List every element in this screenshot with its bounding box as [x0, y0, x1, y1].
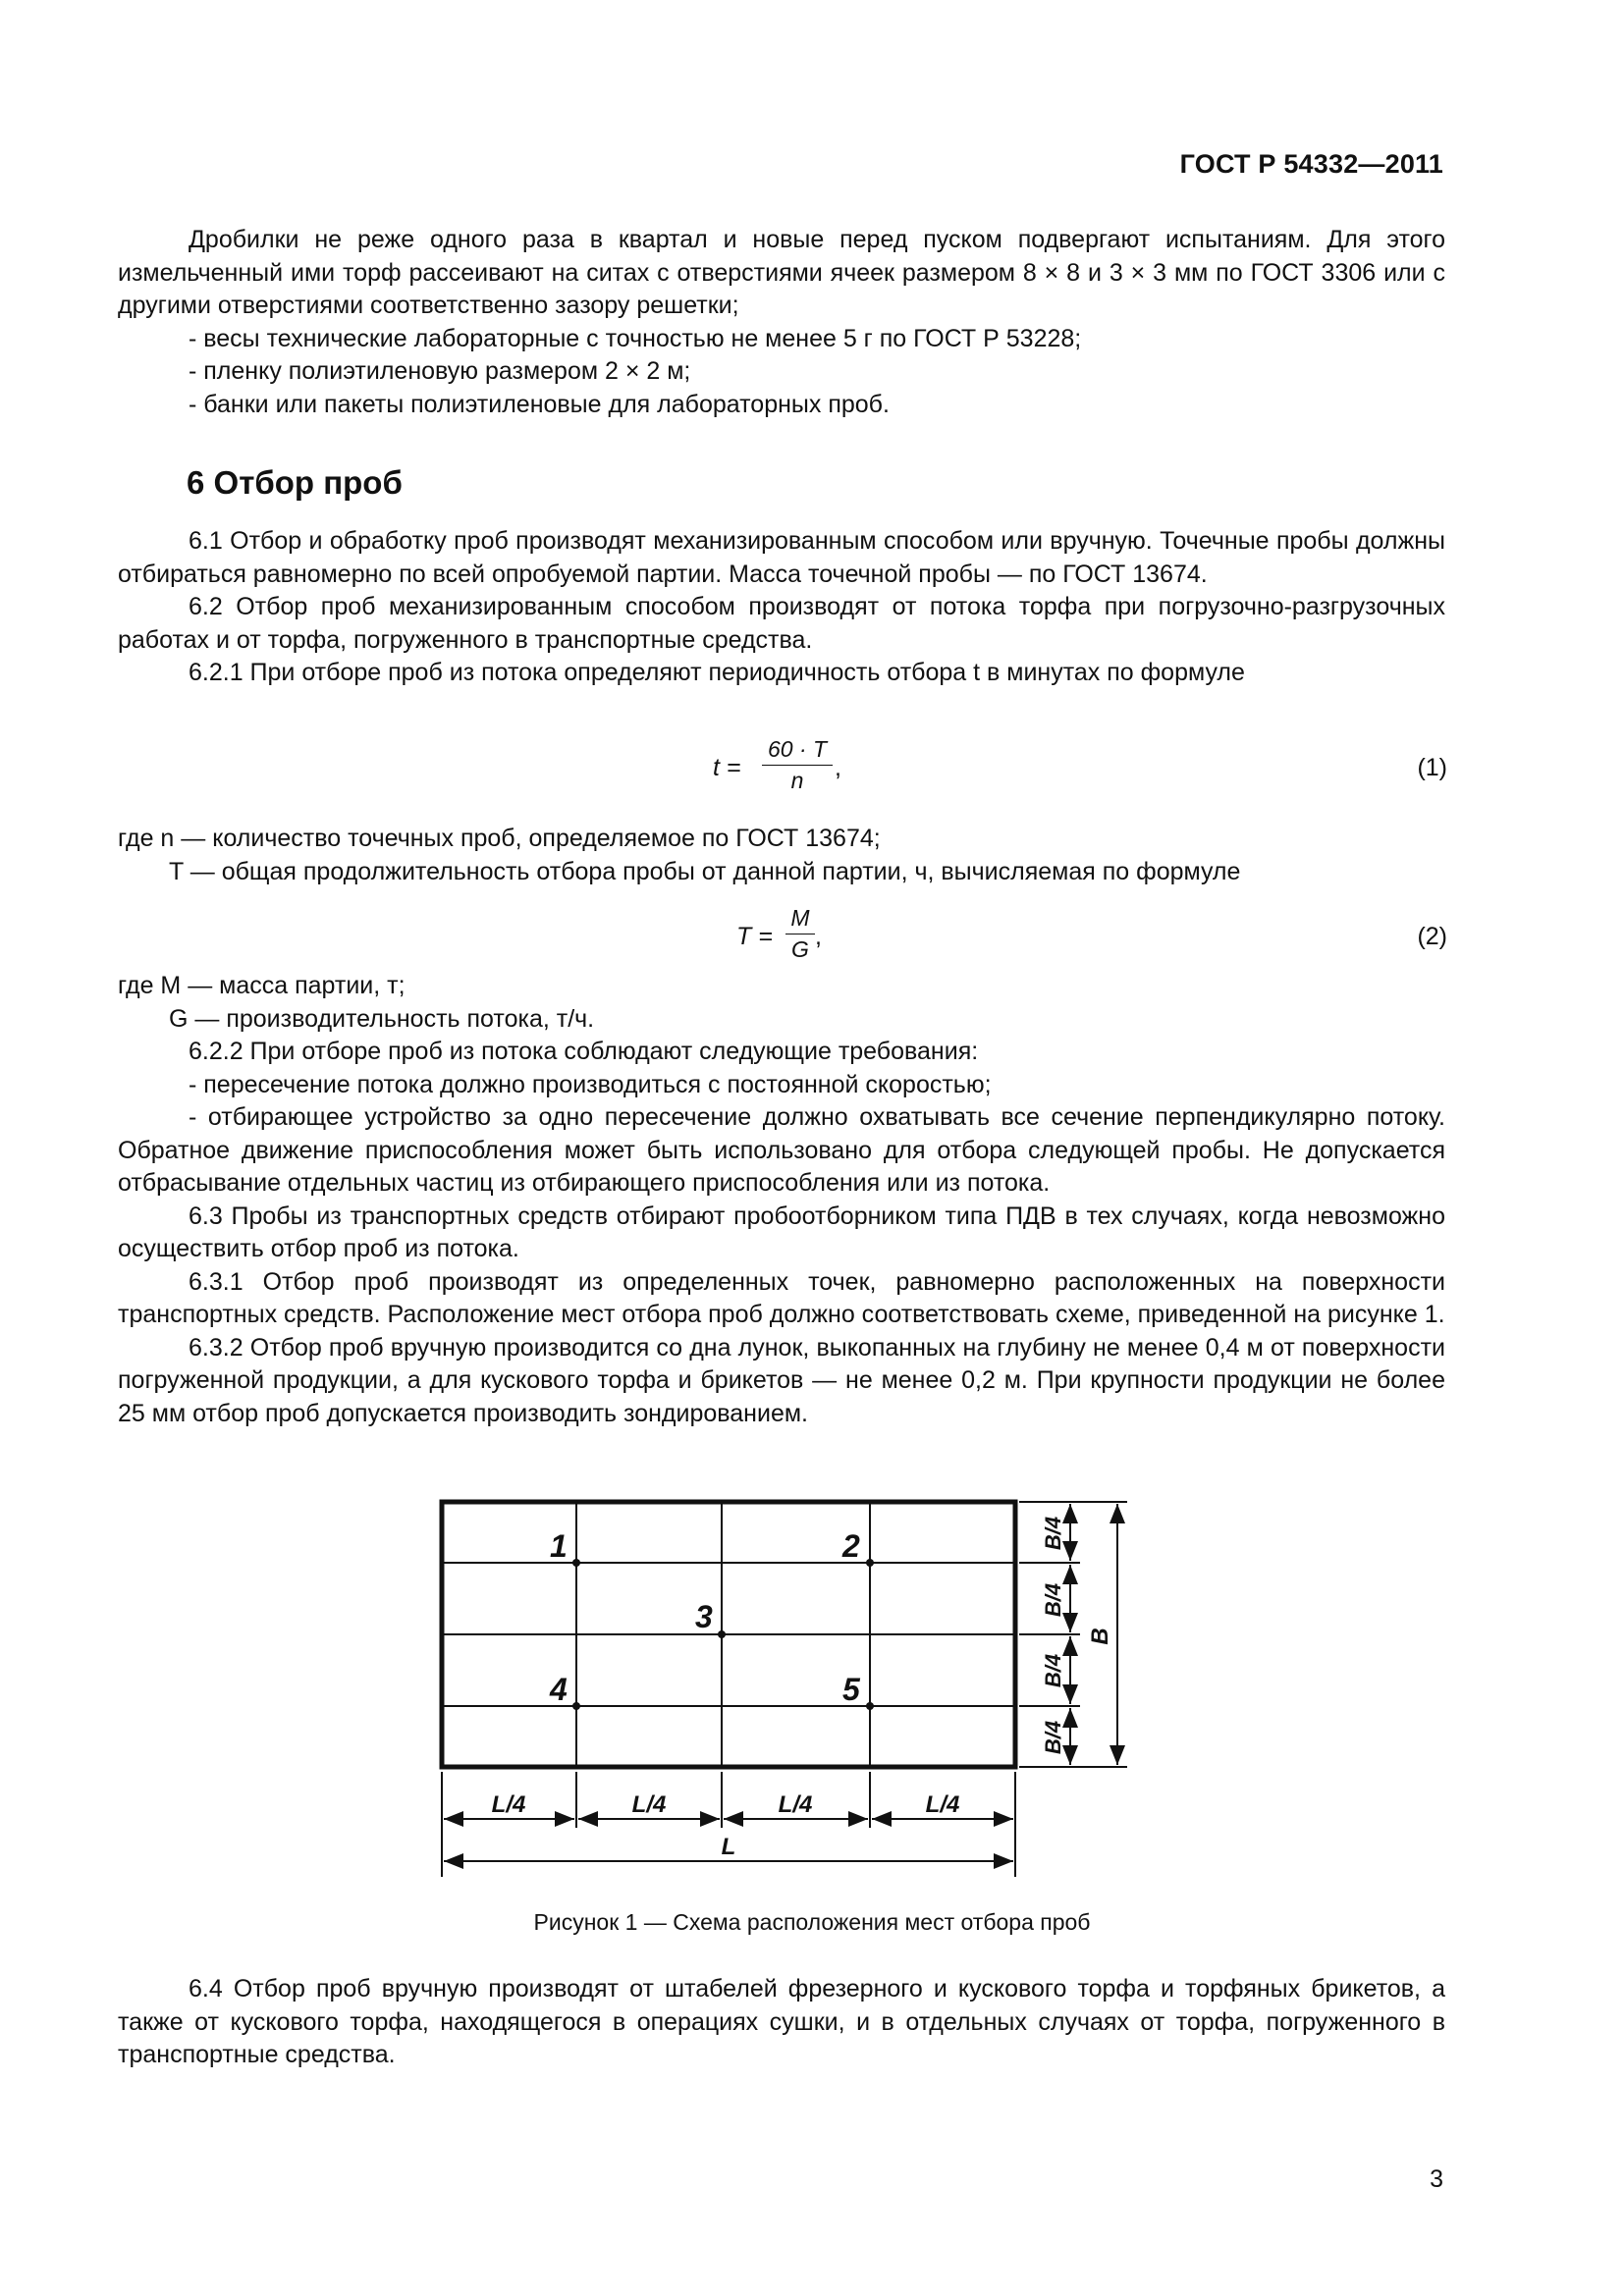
intro-paragraph: Дробилки не реже одного раза в квартал и новые перед пуском подвергают испытаниям. Для этого измельченный ими торф рассеивают на ситах с отверстиями ячеек размером 8 × 8 и 3 × 3 мм по ГОСТ 3306 или с другими отверстиями соответственно зазору решетки;	[118, 226, 1445, 319]
point-label-2: 2	[842, 1528, 860, 1564]
paragraph-6-3-1: 6.3.1 Отбор проб производят из определенных точек, равномерно расположенных на поверхности транспортных средств. Расположение мест отбора проб должно соответствовать схеме, приведенной на рисунке 1.	[118, 1267, 1445, 1328]
height-segment-label: B/4	[1041, 1516, 1065, 1551]
where-T-line: T — общая продолжительность отбора пробы от данной партии, ч, вычисляемая по формуле	[169, 857, 1241, 885]
height-total-label: B	[1087, 1628, 1113, 1645]
list-item: - банки или пакеты полиэтиленовые для лабораторных проб.	[189, 390, 890, 418]
width-segment-label: L/4	[491, 1791, 526, 1818]
point-label-4: 4	[550, 1672, 568, 1707]
height-segment-label: B/4	[1041, 1720, 1065, 1755]
closing-block	[118, 1973, 1445, 2072]
requirement-item: - пересечение потока должно производиться с постоянной скоростью;	[189, 1070, 992, 1098]
width-dimensions	[442, 1772, 1015, 1877]
formula-2-lhs: T =	[736, 923, 773, 950]
page-number: 3	[1430, 2165, 1443, 2193]
formula-1-tail: ,	[835, 754, 841, 781]
paragraph-6-4: 6.4 Отбор проб вручную производят от штабелей фрезерного и кускового торфа и торфяных брикетов, а также от кускового торфа, находящегося в операциях сушки, и в отдельных случаях от торфа, погруженного в транспортные средства.	[118, 1975, 1445, 2068]
width-segment-label: L/4	[631, 1791, 667, 1818]
paragraph-6-3: 6.3 Пробы из транспортных средств отбирают пробоотборником типа ПДВ в тех случаях, когда невозможно осуществить отбор проб из потока.	[118, 1201, 1445, 1262]
formula-1-denominator: n	[790, 768, 804, 793]
where-M-line: где M — масса партии, т;	[118, 972, 406, 999]
formula-1-lhs: t =	[713, 754, 741, 781]
paragraph-6-2-2: 6.2.2 При отборе проб из потока соблюдают следующие требования:	[189, 1038, 979, 1065]
height-segment-label: B/4	[1041, 1653, 1065, 1688]
paragraph-6-1: 6.1 Отбор и обработку проб производят механизированным способом или вручную. Точечные пробы должны отбираться равномерно по всей опробуемой партии. Масса точечной пробы — по ГОСТ 13674.	[118, 527, 1445, 588]
list-item: - весы технические лабораторные с точностью не менее 5 г по ГОСТ Р 53228;	[189, 324, 1082, 352]
document-code: ГОСТ Р 54332—2011	[1179, 149, 1443, 179]
point-label-5: 5	[842, 1672, 860, 1707]
grid-lines	[442, 1502, 1015, 1767]
paragraph-6-2: 6.2 Отбор проб механизированным способом производят от потока торфа при погрузочно-разгрузочных работах и от торфа, погруженного в транспортные средства.	[118, 593, 1445, 654]
figure-caption: Рисунок 1 — Схема расположения мест отбора проб	[533, 1909, 1091, 1935]
formula-2-number: (2)	[1417, 923, 1447, 950]
formula-2-numerator: M	[790, 905, 810, 931]
width-segment-label: L/4	[925, 1791, 960, 1818]
width-total-label: L	[721, 1834, 736, 1860]
width-segment-label: L/4	[778, 1791, 813, 1818]
formula-2-tail: ,	[815, 923, 822, 950]
point-label-1: 1	[550, 1528, 568, 1564]
paragraph-6-2-1: 6.2.1 При отборе проб из потока определяют периодичность отбора t в минутах по формуле	[189, 659, 1245, 686]
requirement-item: - отбирающее устройство за одно пересечение должно охватывать все сечение перпендикулярно потоку. Обратное движение приспособления может быть использовано для отбора следующей пробы. Не допускается отбрасывание отдельных частиц из отбирающего приспособления или из потока.	[118, 1103, 1445, 1197]
list-item: - пленку полиэтиленовую размером 2 × 2 м;	[189, 357, 691, 385]
formula-1-numerator: 60 · T	[767, 736, 828, 762]
where-n-line: где n — количество точечных проб, определяемое по ГОСТ 13674;	[118, 825, 881, 852]
paragraph-6-3-2: 6.3.2 Отбор проб вручную производится со дна лунок, выкопанных на глубину не менее 0,4 м от поверхности погруженной продукции, а для кускового торфа и брикетов — не менее 0,2 м. При крупности продукции не более 25 мм отбор проб допускается производить зондированием.	[118, 1333, 1445, 1427]
point-label-3: 3	[695, 1599, 713, 1634]
formula-2-denominator: G	[791, 936, 809, 962]
formula-1-number: (1)	[1417, 754, 1447, 781]
height-segment-label: B/4	[1041, 1582, 1065, 1618]
where-G-line: G — производительность потока, т/ч.	[169, 1004, 595, 1033]
section-title: 6 Отбор проб	[187, 464, 403, 501]
